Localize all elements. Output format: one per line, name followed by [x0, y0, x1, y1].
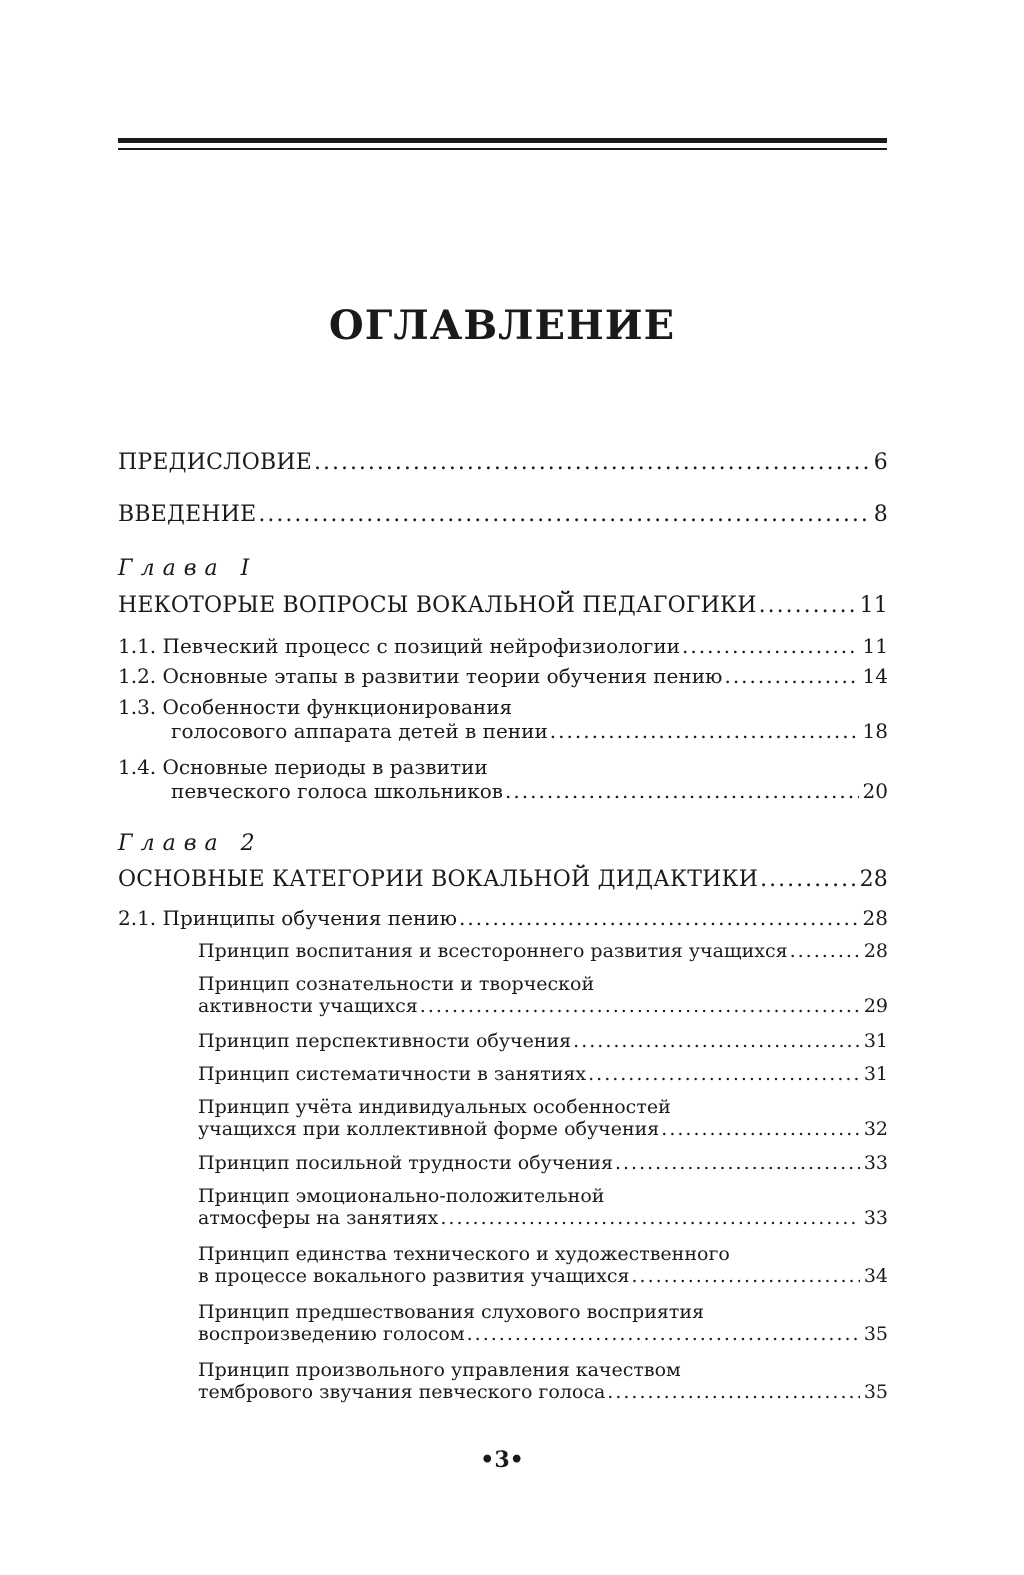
toc-entry-principle[interactable] — [118, 1301, 888, 1345]
principle-title-continued: воспроизведению голосом — [198, 1323, 465, 1345]
section-title: Основные периоды в развитии — [162, 755, 488, 779]
toc-entry-page: 11 — [859, 593, 888, 618]
toc-entry-principle[interactable] — [118, 1243, 888, 1287]
toc-entry-page: 28 — [863, 940, 888, 962]
page-title: ОГЛАВЛЕНИЕ — [328, 302, 676, 349]
principle-title: Принцип систематичности в занятиях — [198, 1063, 587, 1085]
toc-entry-label: ВВЕДЕНИЕ — [118, 502, 257, 527]
toc-entry-section[interactable] — [118, 906, 888, 930]
toc-entry-principle[interactable] — [118, 1063, 888, 1085]
toc-entry-chapter-1[interactable] — [118, 593, 888, 618]
toc-entry-principle[interactable] — [118, 1096, 888, 1140]
toc-entry-introduction[interactable] — [118, 502, 888, 527]
leader-dots — [588, 1063, 860, 1085]
toc-entry-page: 33 — [863, 1207, 888, 1229]
toc-entry-page: 18 — [862, 719, 888, 743]
toc-entry-page: 33 — [863, 1152, 888, 1174]
toc-entry-section[interactable] — [118, 634, 888, 658]
principle-title: Принцип эмоционально-положительной — [198, 1185, 605, 1207]
leader-dots — [631, 1265, 859, 1287]
section-title: Особенности функционирования — [162, 695, 513, 719]
section-number: 1.1. — [118, 634, 157, 658]
section-title: Певческий процесс с позиций нейрофизиологии — [162, 634, 681, 658]
principle-title: Принцип единства технического и художественного — [198, 1243, 730, 1265]
chapter-label: Глава 2 — [118, 831, 263, 856]
leader-dots — [760, 867, 855, 892]
toc-entry-section[interactable] — [118, 664, 888, 688]
toc-entry-principle[interactable] — [118, 1030, 888, 1052]
leader-dots — [607, 1381, 860, 1403]
toc-entry-page: 14 — [862, 664, 888, 688]
section-title-continued: голосового аппарата детей в пении — [171, 719, 548, 743]
section-number: 2.1. — [118, 906, 157, 930]
leader-dots — [661, 1118, 860, 1140]
leader-dots — [615, 1152, 860, 1174]
toc-entry-page: 6 — [873, 450, 888, 475]
toc-entry-page: 35 — [863, 1381, 888, 1403]
toc-entry-preface[interactable] — [118, 450, 888, 475]
principle-title: Принцип воспитания и всестороннего развития учащихся — [198, 940, 788, 962]
toc-entry-page: 31 — [863, 1030, 888, 1052]
principle-title-continued: активности учащихся — [198, 995, 418, 1017]
toc-entry-principle[interactable] — [118, 1152, 888, 1174]
toc-entry-principle[interactable] — [118, 940, 888, 962]
section-number: 1.3. — [118, 695, 157, 719]
leader-dots — [682, 634, 859, 658]
leader-dots — [258, 502, 869, 527]
leader-dots — [467, 1323, 860, 1345]
toc-entry-principle[interactable] — [118, 1359, 888, 1403]
principle-title: Принцип учёта индивидуальных особенностей — [198, 1096, 671, 1118]
toc-entry-section[interactable] — [118, 695, 888, 743]
toc-entry-page: 29 — [863, 995, 888, 1017]
principle-title: Принцип произвольного управления качеством — [198, 1359, 681, 1381]
principle-title: Принцип сознательности и творческой — [198, 973, 595, 995]
leader-dots — [420, 995, 860, 1017]
toc-entry-section[interactable] — [118, 755, 888, 803]
page-number: •3• — [480, 1447, 524, 1473]
principle-title: Принцип перспективности обучения — [198, 1030, 572, 1052]
top-rule-thin — [118, 148, 887, 150]
chapter-title: ОСНОВНЫЕ КАТЕГОРИИ ВОКАЛЬНОЙ ДИДАКТИКИ — [118, 867, 759, 892]
principle-title: Принцип предшествования слухового восприятия — [198, 1301, 705, 1323]
leader-dots — [459, 906, 859, 930]
toc-entry-page: 28 — [859, 867, 888, 892]
toc-entry-page: 35 — [863, 1323, 888, 1345]
toc-entry-principle[interactable] — [118, 1185, 888, 1229]
toc-entry-principle[interactable] — [118, 973, 888, 1017]
principle-title-continued: учащихся при коллективной форме обучения — [198, 1118, 660, 1140]
leader-dots — [759, 593, 856, 618]
top-rule-thick — [118, 138, 887, 143]
principle-title: Принцип посильной трудности обучения — [198, 1152, 613, 1174]
chapter-title: НЕКОТОРЫЕ ВОПРОСЫ ВОКАЛЬНОЙ ПЕДАГОГИКИ — [118, 593, 757, 618]
toc-entry-page: 28 — [862, 906, 888, 930]
toc-entry-page: 32 — [863, 1118, 888, 1140]
toc-entry-page: 8 — [873, 502, 888, 527]
section-number: 1.4. — [118, 755, 157, 779]
chapter-label: Глава I — [118, 556, 258, 581]
section-number: 1.2. — [118, 664, 157, 688]
leader-dots — [573, 1030, 860, 1052]
section-title: Принципы обучения пению — [162, 906, 458, 930]
leader-dots — [314, 450, 870, 475]
leader-dots — [790, 940, 860, 962]
leader-dots — [505, 779, 859, 803]
section-title-continued: певческого голоса школьников — [171, 779, 504, 803]
leader-dots — [550, 719, 859, 743]
leader-dots — [724, 664, 858, 688]
toc-entry-chapter-2[interactable] — [118, 867, 888, 892]
toc-entry-page: 11 — [862, 634, 888, 658]
toc-entry-label: ПРЕДИСЛОВИЕ — [118, 450, 312, 475]
leader-dots — [440, 1207, 859, 1229]
toc-entry-page: 20 — [862, 779, 888, 803]
principle-title-continued: атмосферы на занятиях — [198, 1207, 439, 1229]
principle-title-continued: в процессе вокального развития учащихся — [198, 1265, 630, 1287]
principle-title-continued: тембрового звучания певческого голоса — [198, 1381, 606, 1403]
toc-entry-page: 34 — [863, 1265, 888, 1287]
section-title: Основные этапы в развитии теории обучения пению — [162, 664, 723, 688]
toc-entry-page: 31 — [863, 1063, 888, 1085]
